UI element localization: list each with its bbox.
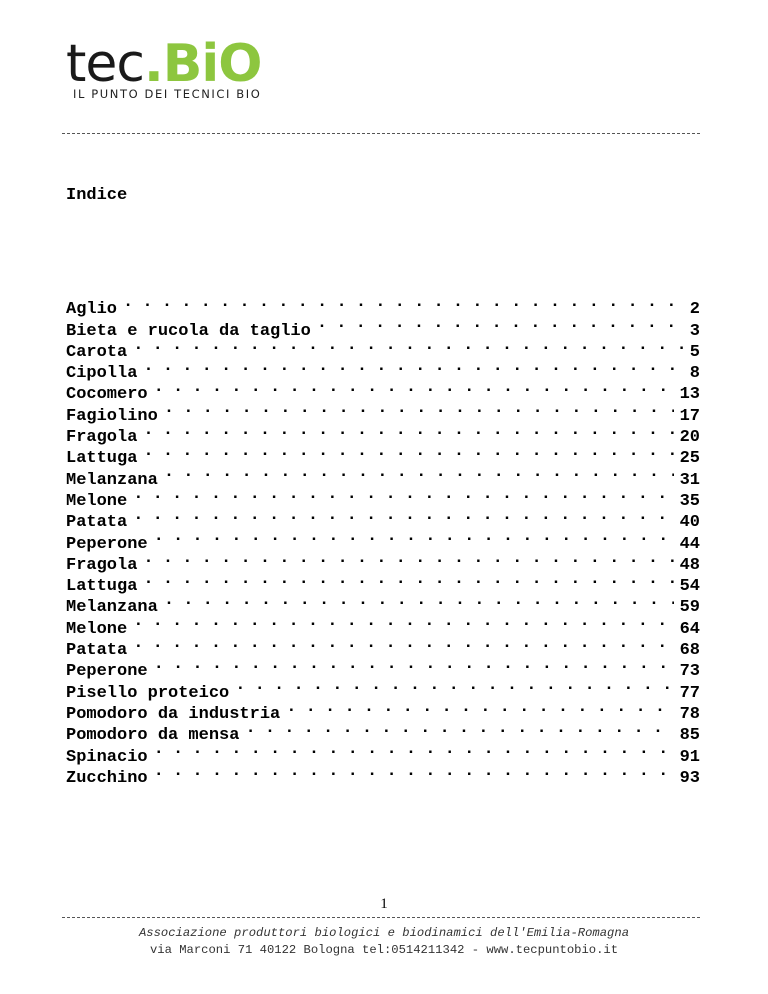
- toc-entry-page: 20: [679, 428, 700, 448]
- toc-entry-title: Cocomero: [66, 385, 148, 405]
- footer-divider: [62, 917, 700, 918]
- toc-entry-title: Pomodoro da mensa: [66, 726, 240, 746]
- toc-entry-page: 78: [679, 704, 700, 724]
- toc-entry[interactable]: [66, 654, 700, 682]
- toc-entry-title: Peperone: [66, 534, 148, 554]
- toc-entry-title: Zucchino: [66, 768, 148, 788]
- toc-entry[interactable]: [66, 569, 700, 597]
- toc-entry-title: Peperone: [66, 662, 148, 682]
- toc-leader-dots: [143, 548, 673, 569]
- toc-entry[interactable]: [66, 420, 700, 448]
- toc-entry[interactable]: [66, 398, 700, 426]
- toc-entry-title: Lattuga: [66, 577, 138, 597]
- toc-entry-page: 8: [689, 364, 700, 384]
- toc-entry[interactable]: [66, 526, 700, 554]
- toc-leader-dots: [154, 377, 674, 398]
- toc-entry-page: 31: [679, 470, 700, 490]
- toc-leader-dots: [133, 335, 684, 356]
- toc-leader-dots: [143, 441, 673, 462]
- toc-entry[interactable]: [66, 611, 700, 639]
- toc-entry-page: 25: [679, 449, 700, 469]
- toc-entry[interactable]: [66, 761, 700, 788]
- toc-entry-title: Melanzana: [66, 470, 158, 490]
- toc-entry-page: 91: [679, 747, 700, 767]
- toc-leader-dots: [133, 505, 673, 526]
- toc-leader-dots: [164, 590, 674, 611]
- table-of-contents: [66, 292, 700, 788]
- logo-tagline: IL PUNTO DEI TECNICI BIO: [73, 87, 262, 101]
- toc-entry-page: 93: [679, 768, 700, 788]
- toc-entry-page: 3: [689, 321, 700, 341]
- toc-entry[interactable]: [66, 484, 700, 511]
- toc-entry-page: 44: [679, 534, 700, 554]
- toc-leader-dots: [245, 718, 673, 739]
- toc-leader-dots: [317, 313, 684, 334]
- toc-leader-dots: [143, 356, 683, 377]
- page-footer: [0, 925, 768, 959]
- toc-entry[interactable]: [66, 377, 700, 405]
- toc-entry[interactable]: [66, 356, 700, 384]
- page-number: 1: [380, 896, 388, 912]
- toc-entry-title: Aglio: [66, 300, 118, 320]
- page-title: Indice: [66, 186, 128, 205]
- toc-entry-title: Pomodoro da industria: [66, 704, 281, 724]
- toc-entry-title: Melone: [66, 491, 128, 511]
- toc-entry[interactable]: [66, 633, 700, 661]
- toc-entry-title: Melanzana: [66, 598, 158, 618]
- toc-leader-dots: [235, 675, 673, 696]
- toc-leader-dots: [164, 462, 674, 483]
- toc-entry-page: 13: [679, 385, 700, 405]
- toc-entry-page: 85: [679, 726, 700, 746]
- toc-leader-dots: [286, 697, 673, 718]
- toc-entry-title: Fagiolino: [66, 406, 158, 426]
- toc-entry-title: Patata: [66, 641, 128, 661]
- toc-entry[interactable]: [66, 590, 700, 618]
- footer-association: Associazione produttori biologici e biodinamici dell'Emilia-Romagna: [138, 926, 630, 940]
- toc-entry-title: Fragola: [66, 555, 138, 575]
- footer-contact: via Marconi 71 40122 Bologna tel:0514211342 - www.tecpuntobio.it: [149, 943, 619, 957]
- toc-entry-title: Patata: [66, 513, 128, 533]
- toc-entry-page: 77: [679, 683, 700, 703]
- toc-leader-dots: [123, 292, 684, 313]
- toc-entry-title: Pisello proteico: [66, 683, 230, 703]
- toc-entry-title: Bieta e rucola da taglio: [66, 321, 311, 341]
- toc-entry[interactable]: [66, 462, 700, 490]
- logo-tec: tec: [66, 34, 144, 94]
- toc-entry-title: Melone: [66, 619, 128, 639]
- toc-entry-page: 73: [679, 662, 700, 682]
- toc-entry[interactable]: [66, 548, 700, 575]
- toc-leader-dots: [143, 569, 673, 590]
- toc-leader-dots: [133, 484, 673, 505]
- toc-entry-title: Cipolla: [66, 364, 138, 384]
- tecbio-logo: [66, 34, 328, 104]
- toc-entry-page: 68: [679, 641, 700, 661]
- header-divider: [62, 133, 700, 134]
- toc-entry[interactable]: [66, 292, 700, 320]
- toc-leader-dots: [143, 420, 673, 441]
- logo-dot: .: [143, 34, 163, 94]
- toc-leader-dots: [154, 654, 674, 675]
- toc-leader-dots: [164, 398, 674, 419]
- toc-entry-title: Fragola: [66, 428, 138, 448]
- toc-leader-dots: [154, 761, 674, 782]
- toc-entry-page: 2: [689, 300, 700, 320]
- toc-entry[interactable]: [66, 505, 700, 533]
- toc-entry[interactable]: [66, 739, 700, 767]
- toc-entry-page: 17: [679, 406, 700, 426]
- toc-entry[interactable]: [66, 441, 700, 469]
- toc-leader-dots: [154, 526, 674, 547]
- toc-entry[interactable]: [66, 335, 700, 362]
- toc-entry[interactable]: [66, 313, 700, 341]
- logo-bio: BiO: [162, 34, 262, 94]
- toc-entry-title: Lattuga: [66, 449, 138, 469]
- toc-entry-title: Carota: [66, 342, 128, 362]
- toc-entry-page: 5: [689, 342, 700, 362]
- toc-entry[interactable]: [66, 675, 700, 703]
- toc-leader-dots: [133, 611, 673, 632]
- toc-entry-title: Spinacio: [66, 747, 148, 767]
- toc-entry-page: 40: [679, 513, 700, 533]
- toc-entry-page: 64: [679, 619, 700, 639]
- toc-entry-page: 54: [679, 577, 700, 597]
- toc-leader-dots: [133, 633, 673, 654]
- toc-entry-page: 48: [679, 555, 700, 575]
- toc-entry-page: 59: [679, 598, 700, 618]
- toc-leader-dots: [154, 739, 674, 760]
- toc-entry-page: 35: [679, 491, 700, 511]
